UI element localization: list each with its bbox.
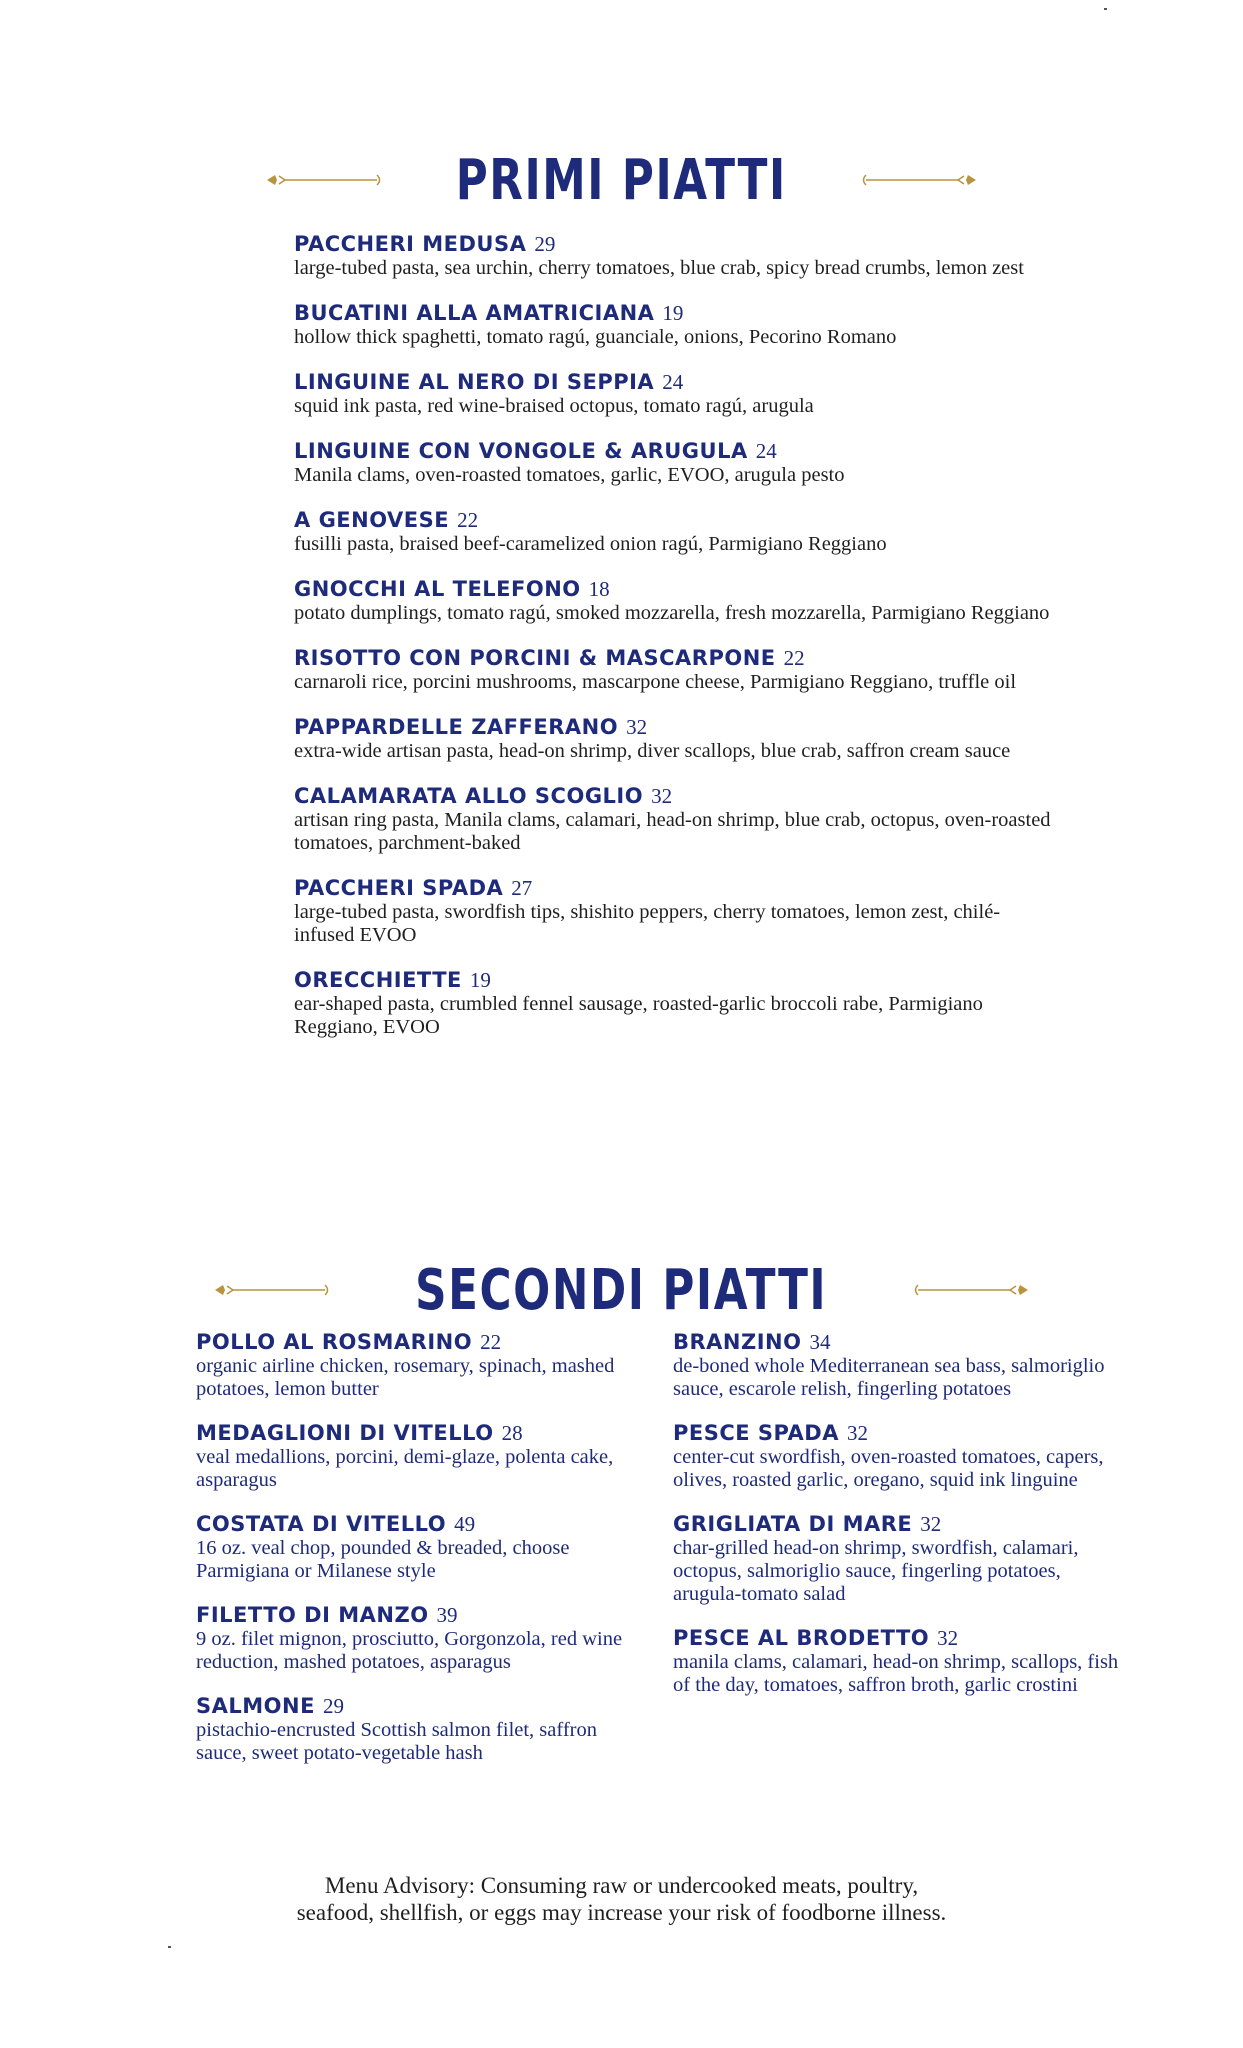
menu-item-description: carnaroli rice, porcini mushrooms, mascarpone cheese, Parmigiano Reggiano, truffle oil xyxy=(294,671,1017,693)
menu-item-description: char-grilled head-on shrimp, swordfish, calamari, octopus, salmoriglio sauce, fingerling potatoes, arugula-tomato salad xyxy=(673,1537,1079,1605)
menu-item-description: large-tubed pasta, swordfish tips, shishito peppers, cherry tomatoes, lemon zest, chilé-infused EVOO xyxy=(294,901,1001,946)
menu-item-description: large-tubed pasta, sea urchin, cherry tomatoes, blue crab, spicy bread crumbs, lemon zest xyxy=(294,257,1024,279)
menu-item-description: veal medallions, porcini, demi-glaze, polenta cake, asparagus xyxy=(196,1446,614,1491)
menu-item xyxy=(294,876,1054,947)
menu-item-header xyxy=(673,1330,1123,1355)
menu-item-name: BUCATINI ALLA AMATRICIANA xyxy=(294,301,655,325)
menu-item-price: 24 xyxy=(755,439,777,463)
primi-list xyxy=(294,232,1054,1060)
menu-item-price: 32 xyxy=(651,784,673,808)
primi-title: PRIMI PIATTI xyxy=(455,147,788,213)
menu-item xyxy=(294,715,1054,763)
menu-item-description: 9 oz. filet mignon, prosciutto, Gorgonzola, red wine reduction, mashed potatoes, asparagus xyxy=(196,1628,623,1673)
menu-item xyxy=(294,508,1054,556)
primi-header xyxy=(0,145,1243,215)
menu-item-name: GRIGLIATA DI MARE xyxy=(673,1512,913,1536)
menu-item-name: A GENOVESE xyxy=(294,508,450,532)
menu-item-header xyxy=(196,1512,646,1537)
menu-item-price: 22 xyxy=(457,508,479,532)
menu-item-description: squid ink pasta, red wine-braised octopus, tomato ragú, arugula xyxy=(294,395,814,417)
menu-item-header xyxy=(196,1330,646,1355)
menu-item xyxy=(294,370,1054,418)
menu-item-header xyxy=(196,1603,646,1628)
menu-item xyxy=(294,784,1054,855)
menu-item-price: 28 xyxy=(501,1421,523,1445)
menu-item-name: POLLO AL ROSMARINO xyxy=(196,1330,473,1354)
menu-item-price: 22 xyxy=(783,646,805,670)
menu-item-price: 39 xyxy=(436,1603,458,1627)
menu-item-price: 49 xyxy=(454,1512,476,1536)
menu-item-description: artisan ring pasta, Manila clams, calamari, head-on shrimp, blue crab, octopus, oven-roasted tomatoes, parchment-baked xyxy=(294,809,1051,854)
menu-item-price: 32 xyxy=(937,1626,959,1650)
menu-item-header xyxy=(294,876,1054,901)
right-ornament-icon xyxy=(910,1280,1030,1300)
left-ornament-icon xyxy=(213,1280,333,1300)
menu-item xyxy=(196,1603,646,1674)
menu-item xyxy=(673,1421,1123,1492)
menu-item-name: PESCE SPADA xyxy=(673,1421,839,1445)
menu-item-header xyxy=(294,577,1054,602)
menu-item-price: 27 xyxy=(511,876,533,900)
menu-item-name: SALMONE xyxy=(196,1694,315,1718)
scan-speck xyxy=(168,1946,171,1948)
menu-item xyxy=(294,968,1054,1039)
menu-item-price: 22 xyxy=(480,1330,502,1354)
menu-item-price: 29 xyxy=(322,1694,344,1718)
menu-item-name: PAPPARDELLE ZAFFERANO xyxy=(294,715,619,739)
menu-item-description: pistachio-encrusted Scottish salmon filet, saffron sauce, sweet potato-vegetable hash xyxy=(196,1719,597,1764)
menu-item-header xyxy=(294,232,1054,257)
menu-item-description: center-cut swordfish, oven-roasted tomatoes, capers, olives, roasted garlic, oregano, squid ink linguine xyxy=(673,1446,1104,1491)
menu-item-price: 19 xyxy=(662,301,684,325)
menu-item-price: 34 xyxy=(809,1330,831,1354)
menu-item-header xyxy=(294,370,1054,395)
menu-item-description: organic airline chicken, rosemary, spinach, mashed potatoes, lemon butter xyxy=(196,1355,615,1400)
menu-item-header xyxy=(294,508,1054,533)
menu-item-header xyxy=(673,1421,1123,1446)
menu-item-name: PACCHERI SPADA xyxy=(294,876,504,900)
menu-item-price: 32 xyxy=(626,715,648,739)
menu-item xyxy=(196,1694,646,1765)
menu-item-header xyxy=(294,784,1054,809)
menu-item-header xyxy=(196,1421,646,1446)
menu-item-description: de-boned whole Mediterranean sea bass, salmoriglio sauce, escarole relish, fingerling potatoes xyxy=(673,1355,1105,1400)
menu-item-price: 18 xyxy=(588,577,610,601)
menu-item-name: ORECCHIETTE xyxy=(294,968,462,992)
menu-item-description: fusilli pasta, braised beef-caramelized onion ragú, Parmigiano Reggiano xyxy=(294,533,887,555)
menu-item-description: ear-shaped pasta, crumbled fennel sausage, roasted-garlic broccoli rabe, Parmigiano Reggiano, EVOO xyxy=(294,993,983,1038)
menu-item-name: LINGUINE CON VONGOLE & ARUGULA xyxy=(294,439,748,463)
menu-item-price: 19 xyxy=(469,968,491,992)
menu-advisory xyxy=(0,1872,1243,1926)
menu-item-description: extra-wide artisan pasta, head-on shrimp, diver scallops, blue crab, saffron cream sauce xyxy=(294,740,1011,762)
menu-item xyxy=(673,1330,1123,1401)
menu-item-price: 29 xyxy=(534,232,556,256)
menu-item-description: 16 oz. veal chop, pounded & breaded, choose Parmigiana or Milanese style xyxy=(196,1537,570,1582)
menu-item-description: Manila clams, oven-roasted tomatoes, garlic, EVOO, arugula pesto xyxy=(294,464,845,486)
menu-item-header xyxy=(294,715,1054,740)
menu-item-name: PESCE AL BRODETTO xyxy=(673,1626,930,1650)
menu-item-name: FILETTO DI MANZO xyxy=(196,1603,429,1627)
menu-item-header xyxy=(294,646,1054,671)
advisory-line-1: Menu Advisory: Consuming raw or undercooked meats, poultry, xyxy=(324,1873,919,1898)
menu-item xyxy=(673,1512,1123,1606)
menu-item-name: PACCHERI MEDUSA xyxy=(294,232,527,256)
menu-item-header xyxy=(673,1512,1123,1537)
menu-item xyxy=(673,1626,1123,1697)
right-ornament-icon xyxy=(858,170,978,190)
menu-item-name: LINGUINE AL NERO DI SEPPIA xyxy=(294,370,655,394)
secondi-right-column xyxy=(673,1330,1123,1717)
menu-item-name: MEDAGLIONI DI VITELLO xyxy=(196,1421,494,1445)
secondi-title: SECONDI PIATTI xyxy=(415,1257,828,1323)
menu-item xyxy=(294,232,1054,280)
menu-item xyxy=(294,439,1054,487)
menu-item-price: 24 xyxy=(662,370,684,394)
menu-item-name: RISOTTO CON PORCINI & MASCARPONE xyxy=(294,646,776,670)
menu-item-description: hollow thick spaghetti, tomato ragú, guanciale, onions, Pecorino Romano xyxy=(294,326,897,348)
menu-item-description: manila clams, calamari, head-on shrimp, scallops, fish of the day, tomatoes, saffron broth, garlic crostini xyxy=(673,1651,1119,1696)
menu-item-name: COSTATA DI VITELLO xyxy=(196,1512,447,1536)
menu-item-header xyxy=(294,301,1054,326)
menu-item-header xyxy=(673,1626,1123,1651)
menu-item xyxy=(294,577,1054,625)
advisory-line-2: seafood, shellfish, or eggs may increase your risk of foodborne illness. xyxy=(296,1900,947,1925)
menu-item-description: potato dumplings, tomato ragú, smoked mozzarella, fresh mozzarella, Parmigiano Reggiano xyxy=(294,602,1050,624)
menu-item xyxy=(294,646,1054,694)
menu-item-name: CALAMARATA ALLO SCOGLIO xyxy=(294,784,644,808)
left-ornament-icon xyxy=(265,170,385,190)
secondi-header xyxy=(0,1255,1243,1325)
menu-item xyxy=(196,1512,646,1583)
menu-item xyxy=(196,1330,646,1401)
menu-item-header xyxy=(294,439,1054,464)
menu-item xyxy=(294,301,1054,349)
scan-speck xyxy=(1104,8,1107,10)
menu-item-header xyxy=(196,1694,646,1719)
menu-item xyxy=(196,1421,646,1492)
menu-item-price: 32 xyxy=(846,1421,868,1445)
secondi-left-column xyxy=(196,1330,646,1785)
menu-item-name: BRANZINO xyxy=(673,1330,802,1354)
menu-item-name: GNOCCHI AL TELEFONO xyxy=(294,577,581,601)
menu-item-price: 32 xyxy=(920,1512,942,1536)
menu-item-header xyxy=(294,968,1054,993)
